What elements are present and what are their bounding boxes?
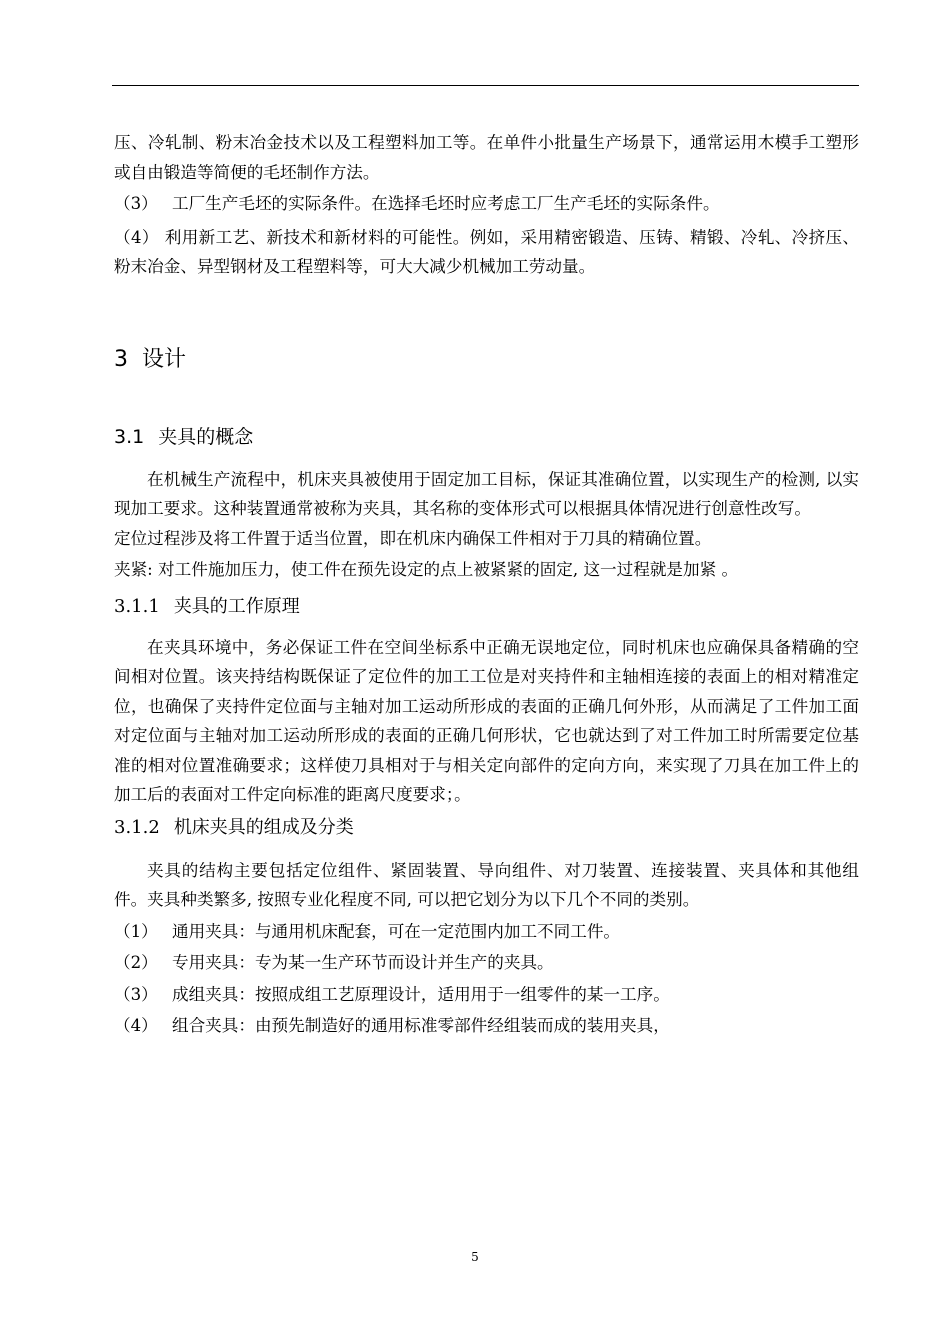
heading-number: 3 [114,346,128,372]
paragraph: 在机械生产流程中，机床夹具被使用于固定加工目标，保证其准确位置，以实现生产的检测, 以实现加工要求。这种装置通常被称为夹具，其名称的变体形式可以根据具体情况进行创意性改写。 [114,469,859,518]
heading-text: 设计 [142,346,187,372]
paragraph: 夹具的结构主要包括定位组件、紧固装置、导向组件、对刀装置、连接装置、夹具体和其他组件。夹具种类繁多, 按照专业化程度不同, 可以把它划分为以下几个不同的类别。 [114,860,859,909]
paragraph: 夹紧: 对工件施加压力，使工件在预先设定的点上被紧紧的固定, 这一过程就是加紧 。 [114,560,739,579]
list-text: 成组夹具：按照成组工艺原理设计，适用用于一组零件的某一工序。 [172,984,670,1004]
list-text: 专用夹具：专为某一生产环节而设计并生产的夹具。 [172,953,554,972]
list-number: （3） [114,194,158,213]
subsection-heading-3-1-1 [114,593,859,621]
list-number: （4） [114,227,159,247]
paragraph-continued: 压、冷轧制、粉末冶金技术以及工程塑料加工等。在单件小批量生产场景下，通常运用木模手工塑形或自由锻造等简便的毛坯制作方法。 [114,133,859,182]
list-item [114,1011,859,1041]
list-number: （1） [114,921,158,941]
list-item-4 [114,223,859,282]
list-item-3 [114,189,859,219]
list-text: 利用新工艺、新技术和新材料的可能性。例如，采用精密锻造、压铸、精锻、冷轧、冷挤压、粉末冶金、异型钢材及工程塑料等，可大大减少机械加工劳动量。 [114,227,860,276]
list-text: 工厂生产毛坯的实际条件。在选择毛坯时应考虑工厂生产毛坯的实际条件。 [172,194,720,213]
list-text: 通用夹具：与通用机床配套，可在一定范围内加工不同工件。 [172,921,621,941]
header-rule [112,85,859,86]
list-number: （4） [114,1016,158,1035]
heading-number: 3.1 [114,425,145,448]
list-number: （2） [114,953,158,972]
subsection-heading-3-1-2 [114,814,859,842]
heading-text: 机床夹具的组成及分类 [173,816,354,838]
page-number: 5 [471,1250,479,1264]
chapter-heading [114,345,859,375]
list-item [114,917,859,947]
section-heading-3-1 [114,423,859,451]
heading-text: 夹具的概念 [158,425,254,448]
paragraph: 在夹具环境中，务必保证工件在空间坐标系中正确无误地定位，同时机床也应确保具备精确的空间相对位置。该夹持结构既保证了定位件的加工工位是对夹持件和主轴相连接的表面上的相对精准定位，也确保了夹持件定位面与主轴对加工运动所形成的表面的正确几何外形，从而满足了工件加工面对定位面与主轴对加工运动所形成的表面的正确几何形状，它也就达到了对工件加工时所需要定位基准的相对位置准确要求；这样使刀具相对于与相关定向部件的定向方向，来实现了刀具在加工件上的加工后的表面对工件定向标准的距离尺度要求；。 [114,637,859,804]
fixture-type-list [114,917,859,1041]
paragraph: 定位过程涉及将工件置于适当位置，即在机床内确保工件相对于刀具的精确位置。 [114,528,712,548]
list-number: （3） [114,984,158,1004]
list-item [114,980,859,1010]
page-body [114,128,859,1041]
heading-text: 夹具的工作原理 [173,595,300,617]
heading-number: 3.1.1 [114,595,160,617]
list-item [114,948,859,978]
heading-number: 3.1.2 [114,816,160,838]
list-text: 组合夹具：由预先制造好的通用标准零部件经组装而成的装用夹具， [172,1016,670,1035]
